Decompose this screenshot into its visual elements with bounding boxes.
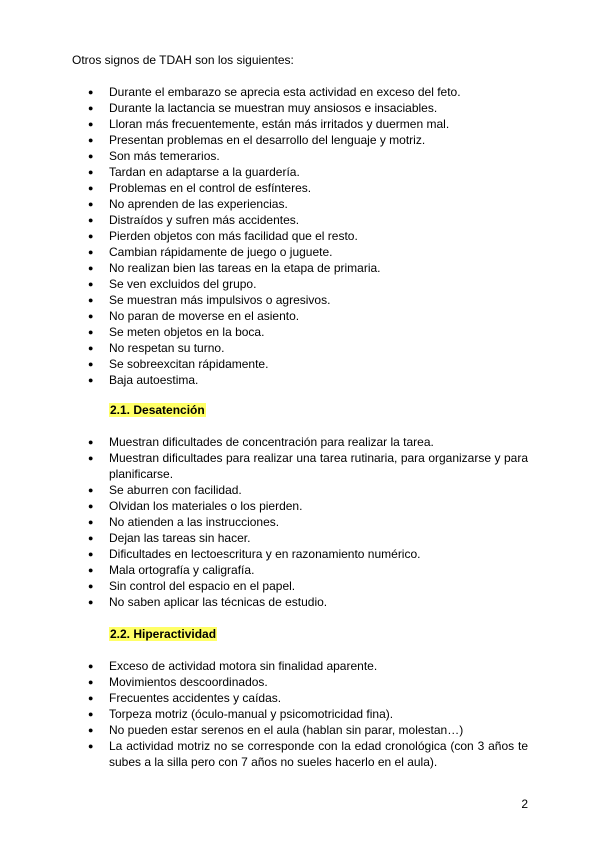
list-item: ● Se aburren con facilidad.: [0, 482, 600, 498]
list-item: ● Se meten objetos en la boca.: [0, 324, 600, 340]
list-item: ● Dejan las tareas sin hacer.: [0, 530, 600, 546]
list-item: ● Movimientos descoordinados.: [0, 674, 600, 690]
list-item: ● No atienden a las instrucciones.: [0, 514, 600, 530]
list-item: ● Se sobreexcitan rápidamente.: [0, 356, 600, 372]
list-item: ● No saben aplicar las técnicas de estudio.: [0, 594, 600, 610]
list-item: ● Baja autoestima.: [0, 372, 600, 388]
section-heading-desatencion: [109, 402, 206, 418]
hiperactividad-list: [0, 658, 600, 770]
section-title-hiperactividad: 2.2. Hiperactividad: [110, 627, 217, 641]
section-heading-hiperactividad: [109, 626, 217, 642]
list-item: ● No pueden estar serenos en el aula (hablan sin parar, molestan…): [0, 722, 600, 738]
page-number: 2: [521, 797, 528, 811]
intro-paragraph: Otros signos de TDAH son los siguientes:: [72, 53, 294, 67]
list-item: ● Distraídos y sufren más accidentes.: [0, 212, 600, 228]
list-item: ● Muestran dificultades de concentración para realizar la tarea.: [0, 434, 600, 450]
list-item: ● Sin control del espacio en el papel.: [0, 578, 600, 594]
list-item: ● Dificultades en lectoescritura y en razonamiento numérico.: [0, 546, 600, 562]
general-signs-list: [0, 84, 600, 388]
list-item: ● No realizan bien las tareas en la etapa de primaria.: [0, 260, 600, 276]
list-item: ● Cambian rápidamente de juego o juguete.: [0, 244, 600, 260]
list-item: ● Olvidan los materiales o los pierden.: [0, 498, 600, 514]
list-item: ● Tardan en adaptarse a la guardería.: [0, 164, 600, 180]
list-item: ● Muestran dificultades para realizar una tarea rutinaria, para organizarse y para planificarse.: [0, 450, 600, 482]
list-item: ● Durante la lactancia se muestran muy ansiosos e insaciables.: [0, 100, 600, 116]
list-item: ● Problemas en el control de esfínteres.: [0, 180, 600, 196]
list-item: ● Frecuentes accidentes y caídas.: [0, 690, 600, 706]
list-item: ● Pierden objetos con más facilidad que el resto.: [0, 228, 600, 244]
desatencion-list: [0, 434, 600, 610]
list-item: ● Durante el embarazo se aprecia esta actividad en exceso del feto.: [0, 84, 600, 100]
list-item: ● No aprenden de las experiencias.: [0, 196, 600, 212]
list-item: ● La actividad motriz no se corresponde con la edad cronológica (con 3 años te subes a la silla pero con 7 años no sueles hacerlo en el aula).: [0, 738, 600, 770]
list-item: ● Exceso de actividad motora sin finalidad aparente.: [0, 658, 600, 674]
section-title-desatencion: 2.1. Desatención: [110, 403, 205, 417]
list-item: ● Lloran más frecuentemente, están más irritados y duermen mal.: [0, 116, 600, 132]
list-item: ● Son más temerarios.: [0, 148, 600, 164]
list-item: ● No respetan su turno.: [0, 340, 600, 356]
list-item: ● Presentan problemas en el desarrollo del lenguaje y motriz.: [0, 132, 600, 148]
list-item: ● Se muestran más impulsivos o agresivos.: [0, 292, 600, 308]
list-item: ● Se ven excluidos del grupo.: [0, 276, 600, 292]
list-item: ● No paran de moverse en el asiento.: [0, 308, 600, 324]
list-item: ● Mala ortografía y caligrafía.: [0, 562, 600, 578]
list-item: ● Torpeza motriz (óculo-manual y psicomotricidad fina).: [0, 706, 600, 722]
